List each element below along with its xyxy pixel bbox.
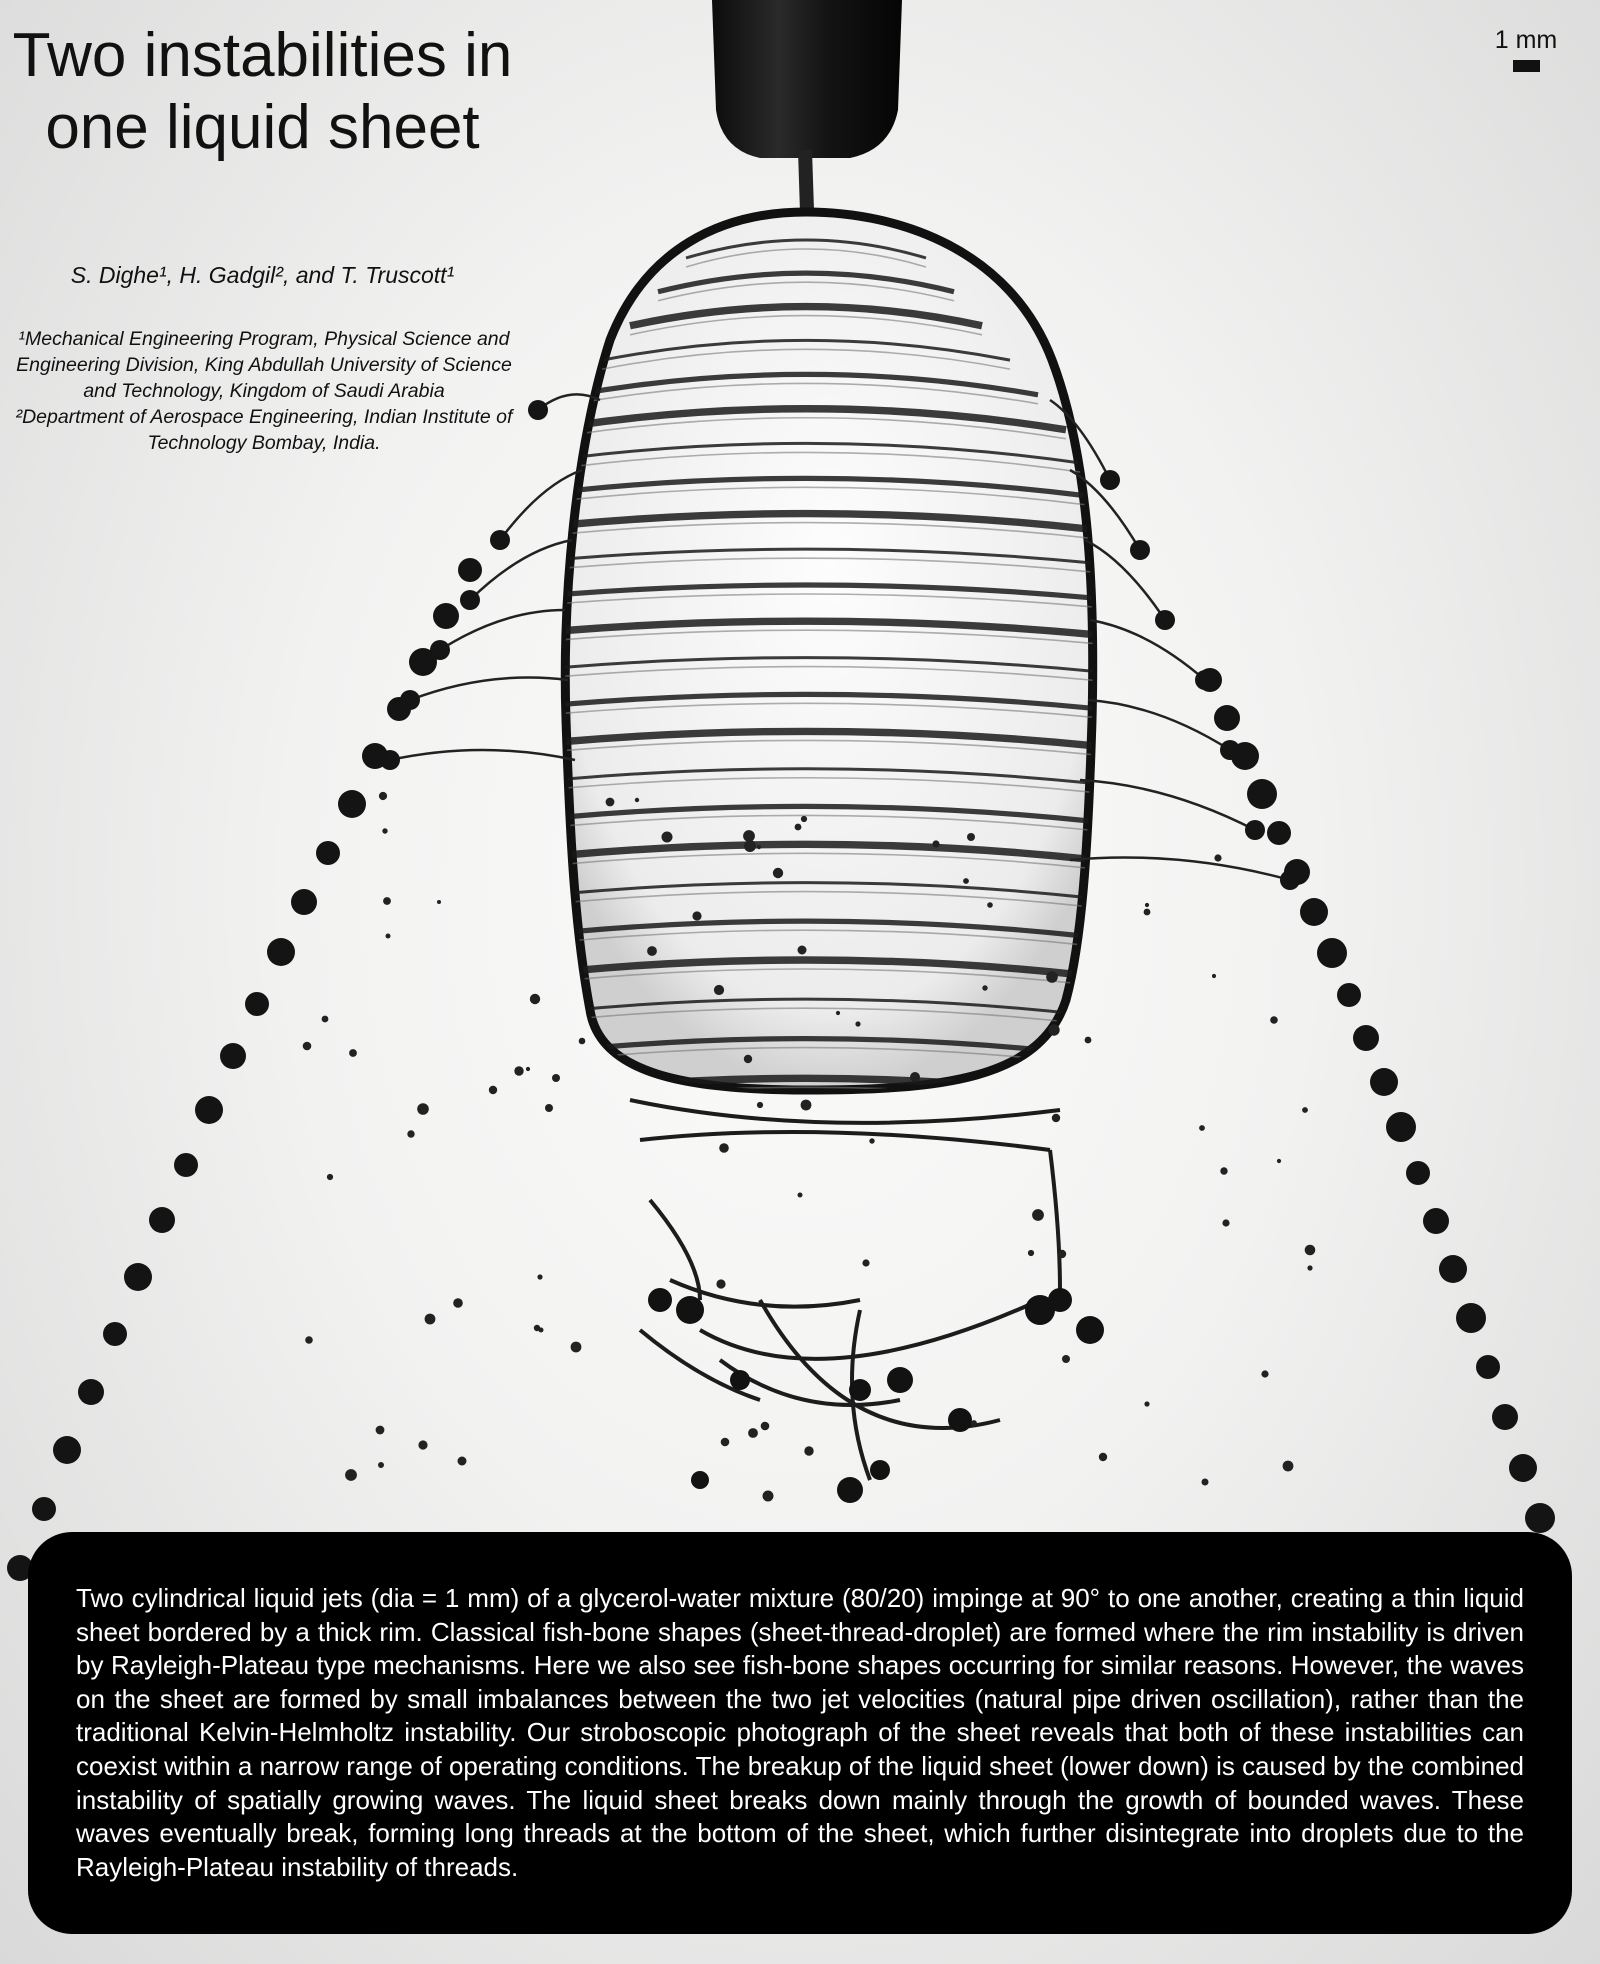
breakup-ligaments xyxy=(630,1100,1104,1503)
affiliations xyxy=(14,326,514,456)
scale-bar-label: 1 mm xyxy=(1494,26,1558,54)
caption-text: Two cylindrical liquid jets (dia = 1 mm) of a glycerol-water mixture (80/20) impinge at 90° to one another, creating a thin liquid sheet bordered by a thick rim. Classical fish-bone shapes (sheet-thread-droplet) are formed where the rim instability is driven by Rayleigh-Plateau type mechanisms. Here we also see fish-bone shapes occurring for similar reasons. However, the waves on the sheet are formed by small imbalances between the two jet velocities (natural pipe driven oscillation), rather than the traditional Kelvin-Helmholtz instability. Our stroboscopic photograph of the sheet reveals that both of these instabilities can coexist within a narrow range of operating conditions. The breakup of the liquid sheet (lower down) is caused by the combined instability of spatially growing waves. The liquid sheet breaks down mainly through the growth of bounded waves. These waves eventually break, forming long threads at the bottom of the sheet, which further disintegrate into droplets due to the Rayleigh-Plateau instability of threads. xyxy=(76,1583,1524,1882)
nozzle xyxy=(712,0,902,232)
authors: S. Dighe¹, H. Gadgil², and T. Truscott¹ xyxy=(70,262,455,288)
poster-title: Two instabilities in one liquid sheet xyxy=(12,21,513,162)
affiliation-kaust: ¹Mechanical Engineering Program, Physical Science and Engineering Division, King Abdullah University of Science and Technology, Kingdom of Saudi Arabia xyxy=(16,328,512,402)
caption-box xyxy=(28,1532,1572,1934)
affiliation-iit-bombay: ²Department of Aerospace Engineering, Indian Institute of Technology Bombay, India. xyxy=(15,406,513,454)
scale-bar-mark xyxy=(1513,60,1540,72)
scale-bar xyxy=(1488,26,1564,72)
